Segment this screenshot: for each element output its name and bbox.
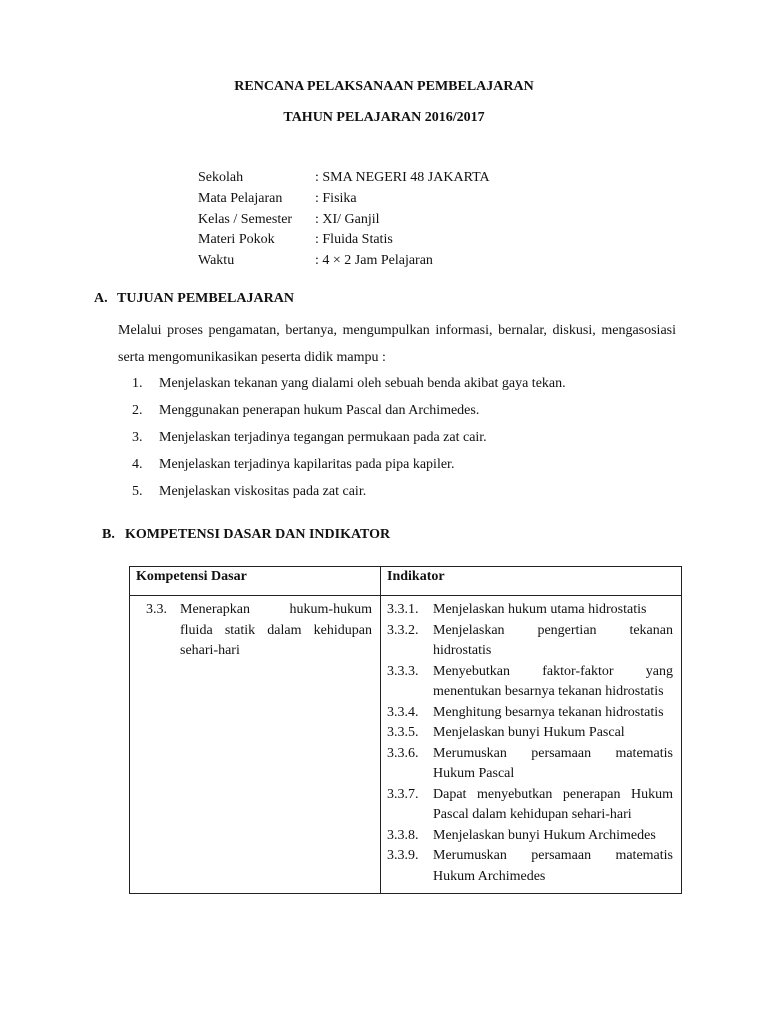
- indikator-cell: [381, 596, 682, 894]
- section-number: B.: [102, 527, 115, 542]
- document-title: RENCANA PELAKSANAAN PEMBELAJARAN: [234, 79, 534, 94]
- info-row-sekolah: [198, 168, 490, 189]
- list-item: [132, 478, 692, 505]
- info-label: Kelas / Semester: [198, 211, 293, 227]
- kompetensi-cell: [130, 596, 381, 894]
- indikator-code: 3.3.1.: [387, 602, 419, 617]
- info-block: [198, 168, 490, 272]
- list-text: Menjelaskan terjadinya kapilaritas pada pipa kapiler.: [159, 457, 455, 472]
- indikator-item: [387, 846, 673, 887]
- list-text: Menjelaskan viskositas pada zat cair.: [159, 484, 367, 499]
- indikator-code: 3.3.8.: [387, 827, 419, 843]
- indikator-text: Menyebutkan faktor-faktor yang menentukan besarnya tekanan hidrostatis: [433, 663, 673, 699]
- indikator-item: [387, 703, 673, 724]
- list-item: [132, 451, 692, 478]
- indikator-code: 3.3.5.: [387, 725, 419, 740]
- list-item: [132, 424, 692, 451]
- info-value: : SMA NEGERI 48 JAKARTA: [315, 170, 490, 185]
- section-title: KOMPETENSI DASAR DAN INDIKATOR: [125, 527, 391, 542]
- section-a-intro: Melalui proses pengamatan, bertanya, mengumpulkan informasi, bernalar, diskusi, mengasosiasi serta mengomunikasikan peserta didik mampu :: [118, 323, 676, 365]
- list-number: 5.: [132, 484, 143, 499]
- list-text: Menjelaskan tekanan yang dialami oleh sebuah benda akibat gaya tekan.: [159, 376, 566, 391]
- info-label: Mata Pelajaran: [198, 190, 283, 206]
- info-value: : Fisika: [315, 190, 357, 206]
- indikator-text: Dapat menyebutkan penerapan Hukum Pascal dalam kehidupan sehari-hari: [433, 786, 673, 822]
- indikator-item: [387, 744, 673, 785]
- info-row-materi-pokok: [198, 230, 490, 251]
- indikator-code: 3.3.9.: [387, 848, 419, 863]
- info-value: : XI/ Ganjil: [315, 211, 380, 227]
- kompetensi-code: 3.3.: [146, 602, 167, 617]
- indikator-item: [387, 600, 673, 621]
- indikator-item: [387, 785, 673, 826]
- indikator-text: Menjelaskan bunyi Hukum Archimedes: [433, 827, 656, 843]
- list-number: 4.: [132, 457, 143, 472]
- indikator-item: [387, 723, 673, 744]
- indikator-code: 3.3.4.: [387, 704, 419, 720]
- info-label: Materi Pokok: [198, 232, 275, 248]
- indikator-text: Menghitung besarnya tekanan hidrostatis: [433, 704, 664, 720]
- indikator-text: Merumuskan persamaan matematis Hukum Archimedes: [433, 848, 673, 884]
- indikator-code: 3.3.6.: [387, 745, 419, 761]
- indikator-text: Menjelaskan hukum utama hidrostatis: [433, 602, 647, 617]
- list-number: 2.: [132, 403, 143, 418]
- indikator-code: 3.3.3.: [387, 663, 419, 679]
- document-subtitle: TAHUN PELAJARAN 2016/2017: [283, 110, 485, 125]
- list-item: [132, 397, 692, 424]
- indikator-text: Merumuskan persamaan matematis Hukum Pascal: [433, 745, 673, 781]
- list-item: [132, 370, 692, 397]
- list-number: 3.: [132, 430, 143, 445]
- indikator-text: Menjelaskan pengertian tekanan hidrostatis: [433, 622, 673, 658]
- info-row-kelas-semester: [198, 210, 490, 231]
- list-text: Menggunakan penerapan hukum Pascal dan Archimedes.: [159, 403, 480, 418]
- list-text: Menjelaskan terjadinya tegangan permukaan pada zat cair.: [159, 430, 487, 445]
- list-number: 1.: [132, 376, 143, 391]
- kompetensi-text: Menerapkan hukum-hukum fluida statik dalam kehidupan sehari-hari: [180, 602, 372, 658]
- indikator-code: 3.3.2.: [387, 622, 419, 638]
- info-row-waktu: [198, 251, 490, 272]
- section-number: A.: [94, 291, 108, 306]
- section-a-heading: [94, 291, 294, 307]
- indikator-text: Menjelaskan bunyi Hukum Pascal: [433, 725, 625, 740]
- table-row: [130, 596, 682, 894]
- indikator-item: [387, 621, 673, 662]
- goals-list: [132, 370, 692, 505]
- table-header-row: [130, 567, 682, 596]
- info-value: : 4 × 2 Jam Pelajaran: [315, 253, 433, 269]
- info-value: : Fluida Statis: [315, 232, 393, 248]
- indikator-item: [387, 662, 673, 703]
- indikator-item: [387, 826, 673, 847]
- indikator-code: 3.3.7.: [387, 786, 419, 802]
- column-header-indikator: Indikator: [381, 567, 682, 596]
- info-label: Waktu: [198, 253, 235, 269]
- column-header-kompetensi: Kompetensi Dasar: [130, 567, 381, 596]
- info-label: Sekolah: [198, 170, 244, 185]
- section-b-heading: [102, 527, 390, 543]
- info-row-mata-pelajaran: [198, 189, 490, 210]
- competency-table: [129, 566, 682, 894]
- section-title: TUJUAN PEMBELAJARAN: [117, 291, 294, 306]
- kompetensi-item: [146, 600, 372, 662]
